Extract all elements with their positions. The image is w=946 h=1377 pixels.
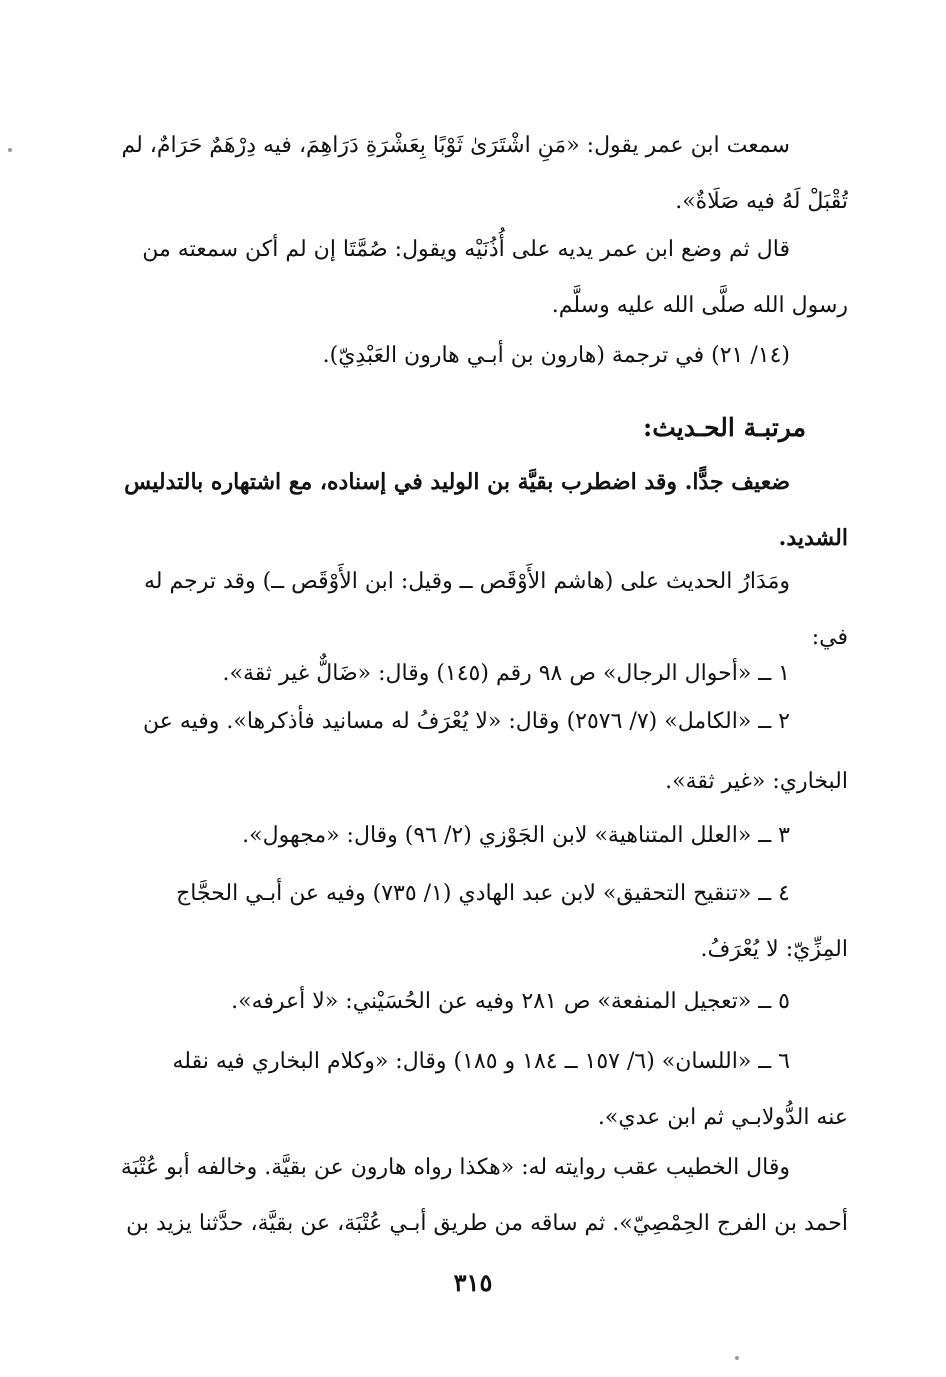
text-line: عنه الدُّولابـي ثم ابن عدي». <box>597 1105 848 1130</box>
text-line: الشديد. <box>778 525 848 551</box>
list-item-5 <box>98 974 848 1030</box>
scan-speck <box>735 1356 739 1360</box>
section-heading: مرتبـة الحـديث: <box>642 413 806 442</box>
list-item-4 <box>98 866 848 978</box>
text-line: في: <box>811 625 848 650</box>
text-line: (١٤/ ٢١) في ترجمة (هارون بن أبـي هارون العَبْدِيّ). <box>322 343 790 368</box>
text-line: قال ثم وضع ابن عمر يديه على أُذُنَيْه ويقول: صُمَّتَا إن لم أكن سمعته من <box>142 237 790 262</box>
paragraph-khatib <box>98 1140 848 1252</box>
text-line: أحمد بن الفرج الحِمْصِيّ». ثم ساقه من طريق أبـي عُتْبَة، عن بقيَّة، حدَّثنا يزيد بن <box>126 1211 848 1236</box>
page-number: ٣١٥ <box>453 1268 493 1297</box>
paragraph-ibn-umar <box>98 222 848 334</box>
text-line: ضعيف جدًّا. وقد اضطرب بقيَّة بن الوليد في إسناده، مع اشتهاره بالتدليس <box>124 469 790 495</box>
text-line: ١ ــ «أحوال الرجال» ص ٩٨ رقم (١٤٥) وقال: «ضَالٌّ غير ثقة». <box>222 661 790 686</box>
text-line: ٢ ــ «الكامل» (٧/ ٢٥٧٦) وقال: «لا يُعْرَفُ له مسانيد فأذكرها». وفيه عن <box>142 709 790 734</box>
paragraph-grading <box>98 454 848 566</box>
text-line: سمعت ابن عمر يقول: «مَنِ اشْتَرَىٰ ثَوْبًا بِعَشْرَةِ دَرَاهِمَ، فيه دِرْهَمٌ حَرَامٌ، لم <box>121 133 790 158</box>
text-line: ٥ ــ «تعجيل المنفعة» ص ٢٨١ وفيه عن الحُسَيْني: «لا أعرفه». <box>231 989 790 1014</box>
list-item-3 <box>98 808 848 864</box>
text-line: ٣ ــ «العلل المتناهية» لابن الجَوْزي (٢/ ٩٦) وقال: «مجهول». <box>242 823 790 848</box>
paragraph-reference <box>98 328 848 384</box>
text-line: رسول الله صلَّى الله عليه وسلَّم. <box>551 293 848 318</box>
text-line: المِزِّيّ: لا يُعْرَفُ. <box>700 937 848 962</box>
text-line: ٦ ــ «اللسان» (٦/ ١٥٧ ــ ١٨٤ و ١٨٥) وقال: «وكلام البخاري فيه نقله <box>172 1049 790 1074</box>
text-line: ومَدَارُ الحديث على (هاشم الأَوْقَص ــ وقيل: ابن الأَوْقَص ــ) وقد ترجم له <box>143 569 790 594</box>
text-line: ٤ ــ «تنقيح التحقيق» لابن عبد الهادي (١/ ٧٣٥) وفيه عن أبـي الحجَّاج <box>176 881 790 906</box>
list-item-2 <box>98 694 848 810</box>
list-item-6 <box>98 1034 848 1146</box>
scan-speck <box>8 148 12 152</box>
paragraph-hadith-text <box>98 118 848 230</box>
text-line: تُقْبَلْ لَهُ فيه صَلَاةٌ». <box>675 189 848 214</box>
text-line: وقال الخطيب عقب روايته له: «هكذا رواه هارون عن بقيَّة. وخالفه أبو عُتْبَة <box>120 1155 790 1180</box>
text-line: البخاري: «غير ثقة». <box>665 769 848 794</box>
